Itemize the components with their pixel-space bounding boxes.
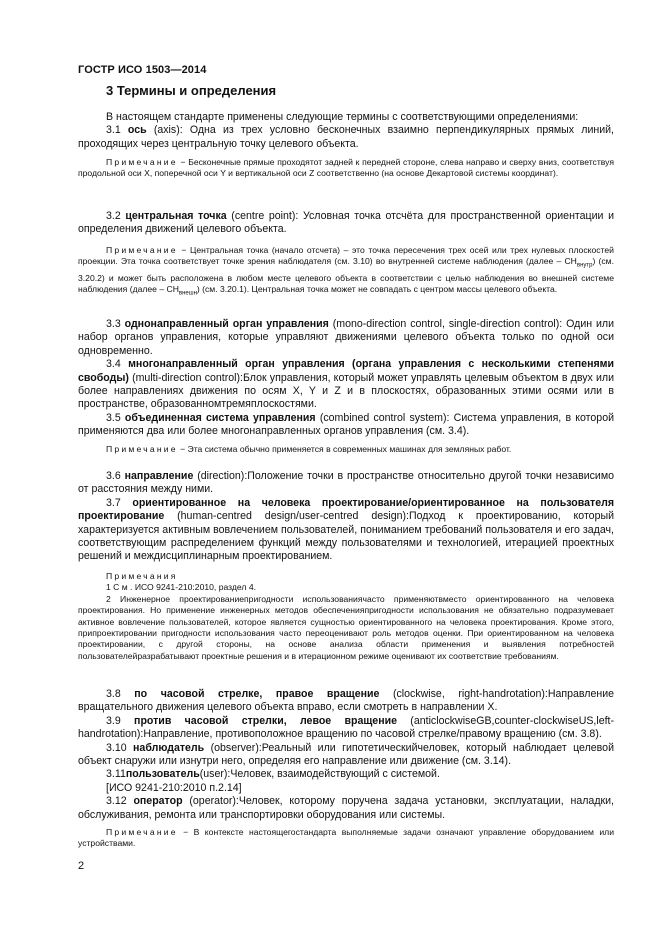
term-number: 3.4 <box>106 358 129 371</box>
term-name: пользователь <box>125 768 200 781</box>
term-definition: (observer):Реальный или гипотетическийчеловек, который наблюдает целевой объект снаружи или изнутри него, определяя его направление или движение (см. 3.14). <box>78 741 614 768</box>
term-name: оператор <box>133 795 183 808</box>
note-3-12 <box>78 827 614 850</box>
term-name: ориентированное на человека проектирование/ориентированное на пользователя проектирование <box>78 496 615 523</box>
term-3-2 <box>78 210 614 237</box>
note-3-1 <box>78 157 614 180</box>
note-text: − Центральная точка (начало отсчета) – это точка пересечения трех осей или трех нулевых плоскостей проекции. Эта точка соответствует точке зрения наблюдателя (см. 3.10) во внутренней системе наблюдения (далее – CH <box>78 245 614 267</box>
term-3-9 <box>78 715 614 742</box>
term-3-2-block <box>78 210 614 237</box>
term-name: многонаправленный орган управления (органа управления с несколькими степенями свободы) <box>78 358 614 384</box>
note-text: − Эта система обычно применяется в современных машинах для земляных работ. <box>177 444 512 454</box>
term-number: 3.5 <box>106 411 125 424</box>
term-name: ось <box>127 124 147 137</box>
term-definition: (combined control system): Система управления, в которой применяются два или более многонаправленных органов управления (см. 3.4). <box>78 411 615 438</box>
note-text: ) (см. 3.20.1). Центральная точка может не совпадать с центром массы целевого объекта. <box>196 283 558 294</box>
note-item-2: 2 Инженерное проектированиепригодности использованиячасто применяютвместо ориентированного на человека проектирования. Но применение инженерных методов обеспеченияпригодности использования не обязательно подразумевает активное вовлечение пользователей, которое является сущностью ориентированного на человека проектирования. Кроме этого, припроектировании пригодности использования часто переоценивают роль методов оценки. При ориентированном на человека проектировании, с другой стороны, на основе анализа области применения и выявления потребностей пользователейразрабатывают проектные решения и в итерационном режиме оценивают их соответствие требованиям. <box>78 593 614 661</box>
terms-3-8-to-3-12 <box>78 688 614 822</box>
note-text: − Бесконечные прямые проходятот задней к передней стороне, слева направо и сверху вниз, соответствуя продольной оси X, поперечной оси Y и вертикальной оси Z соответственно (на основе Декартовой системы координат). <box>78 157 614 179</box>
term-definition: (operator):Человек, которому поручена задача установки, эксплуатации, наладки, обслуживания, ремонта или транспортировки оборудования или системы. <box>78 795 615 821</box>
terms-3-3-to-3-5 <box>78 318 614 439</box>
term-name: наблюдатель <box>133 741 205 754</box>
standard-header: ГОСТР ИСО 1503—2014 <box>78 64 207 76</box>
term-3-7 <box>78 497 614 564</box>
term-definition: (clockwise, right-handrotation):Направление вращательного движения целевого объекта вправо, если смотреть в направлении X. <box>78 688 615 714</box>
term-3-10 <box>78 742 614 769</box>
term-name: против часовой стрелки, левое вращение <box>134 714 397 727</box>
term-3-12 <box>78 795 614 822</box>
term-number: 3.2 <box>106 210 126 222</box>
term-number: 3.8 <box>106 688 135 700</box>
subscript: внешн <box>178 290 197 297</box>
page-number: 2 <box>78 860 85 872</box>
note-3-2 <box>78 245 614 300</box>
note-item-1: 1 С м . ИСО 9241-210:2010, раздел 4. <box>106 582 256 593</box>
term-3-11-reference: [ИСО 9241-210:2010 п.2.14] <box>106 781 242 794</box>
note-3-5 <box>78 444 614 455</box>
term-definition: (user):Человек, взаимодействующий с системой. <box>199 768 440 781</box>
term-definition: (axis): Одна из трех условно бесконечных взаимно перпендикулярных прямых линий, проходящих через центральную точку целевого объекта. <box>78 124 614 150</box>
term-name: направление <box>124 470 194 482</box>
term-number: 3.6 <box>106 470 125 482</box>
note-label: Примечание <box>106 157 178 167</box>
notes-3-7 <box>78 571 614 662</box>
subscript: внутр <box>576 263 593 270</box>
note-label: Примечание <box>106 827 178 837</box>
term-number: 3.10 <box>106 741 134 754</box>
section-title: 3 Термины и определения <box>106 83 277 98</box>
term-3-6 <box>78 470 614 497</box>
term-name: объединенная система управления <box>124 411 316 424</box>
term-name: центральная точка <box>125 210 227 222</box>
term-3-5 <box>78 412 614 439</box>
terms-3-6-3-7 <box>78 470 614 564</box>
term-3-3 <box>78 318 614 358</box>
term-3-4 <box>78 358 614 412</box>
note-label: Примечание <box>106 245 178 255</box>
note-text: ) (см. 3.20.2) и может быть расположена в любом месте целевого объекта в соответствии с целью наблюдения во внешней системе наблюдения (далее – CH <box>78 256 614 294</box>
term-definition: (centre point): Условная точка отсчёта для пространственной ориентации и определения движений целевого объекта. <box>78 210 614 236</box>
term-number: 3.3 <box>106 318 125 330</box>
term-number: 3.12 <box>106 795 134 808</box>
term-definition: (anticlockwiseGB,counter-clockwiseUS,left-handrotation):Направление, противоположное вращению по часовой стрелке/правому вращению (см. 3.8). <box>78 714 615 741</box>
term-3-1 <box>78 124 614 151</box>
intro-paragraph: В настоящем стандарте применены следующие термины с соответствующими определениями: <box>106 111 579 123</box>
term-name: по часовой стрелке, правое вращение <box>134 688 380 700</box>
term-definition: (mono-direction control, single-direction control): Один или набор органов управления, которые управляют движениями целевого объекта только по одной оси одновременно. <box>78 318 614 357</box>
term-3-11 <box>78 768 614 781</box>
term-name: однонаправленный орган управления <box>124 318 329 330</box>
term-definition: (multi-direction control):Блок управления, который может управлять целевым объектом в двух или более направлениях движения по осям X, Y и Z и в плоскостях, образованных этими осями или в пространстве, образованномтремяплоскостями. <box>78 371 614 411</box>
term-number: 3.11 <box>106 768 126 781</box>
term-definition: (direction):Положение точки в пространстве относительно другой точки независимо от расстояния между ними. <box>78 470 615 496</box>
notes-label: Примечания <box>106 571 178 581</box>
note-label: Примечание <box>106 444 178 454</box>
note-text: − В контексте настоящегостандарта выполняемые задачи означают управление оборудованием или устройствами. <box>78 827 614 849</box>
term-number: 3.9 <box>106 714 135 727</box>
intro-block <box>78 111 614 151</box>
term-3-8 <box>78 688 614 715</box>
term-number: 3.1 <box>106 124 128 137</box>
term-number: 3.7 <box>106 496 133 509</box>
term-definition: (human-centred design/user-centred design):Подход к проектированию, который характеризуется активным вовлечением пользователей, пониманием требований пользователя и его задач, соответствующим распределением функций между пользователями и технологией, итерацией проектных решений и междисциплинарным проектированием. <box>78 510 614 563</box>
